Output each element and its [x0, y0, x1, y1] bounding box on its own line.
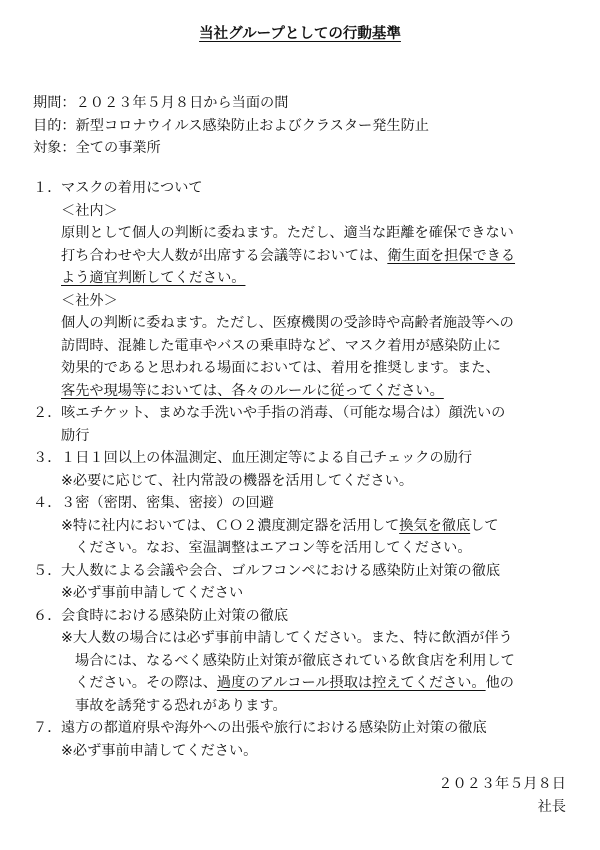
inside-line-1: 原則として個人の判断に委ねます。ただし、適当な距離を確保できない: [61, 225, 514, 241]
rule-item-6-note-line-3: [61, 672, 573, 695]
rule-item-3-title: １日１回以上の体温測定、血圧測定等による自己チェックの励行: [61, 450, 473, 466]
rule-item-6-note-line-3-a: ください。その際は、: [75, 675, 217, 691]
issue-date: ２０２３年５月８日: [438, 776, 566, 792]
rule-item-4: [33, 492, 573, 560]
inside-line-3-underlined: よう適宜判断してください。: [61, 270, 246, 286]
inside-paragraph: [33, 222, 573, 290]
rule-item-6-title: 会食時における感染防止対策の徹底: [61, 607, 289, 624]
rule-item-4-note-underlined: 換気を徹底: [399, 517, 471, 534]
rule-item-6-note-line-2: 場合には、なるべく感染防止対策が徹底されている飲食店を利用して: [75, 652, 515, 669]
rule-item-4-note-line-2: ください。なお、室温調整はエアコン等を活用してください。: [75, 540, 472, 556]
rule-item-3-number: ３．: [33, 450, 62, 466]
rules-list: [33, 177, 573, 762]
signer: 社長: [537, 799, 566, 815]
document-title-text: 当社グループとしての行動基準: [199, 26, 401, 42]
outside-line-4: [61, 380, 573, 403]
rule-item-1: [33, 177, 573, 402]
rule-item-5-head: [33, 560, 573, 583]
rule-item-6-note-line-3-b: 他の: [485, 675, 514, 691]
rule-item-6-head: [33, 605, 573, 628]
rule-item-5: [33, 560, 573, 605]
rule-item-4-number: ４．: [33, 495, 62, 511]
rule-item-4-note-line-1-a: ※特に社内においては、ＣＯ２濃度測定器を活用して: [61, 517, 400, 534]
rule-item-6-note-underlined: 過度のアルコール摂取は控えてください。: [216, 675, 486, 691]
rule-item-6-note-line-1: ※大人数の場合には必ず事前申請してください。また、特に飲酒が伴う: [61, 630, 513, 646]
rule-item-1-number: １．: [33, 180, 62, 196]
rule-item-7-number: ７．: [33, 720, 62, 736]
rule-item-4-note-line-1-b: して: [470, 517, 499, 534]
rule-item-7-note: ※必ず事前申請してください。: [61, 742, 258, 759]
rule-item-5-note: ※必ず事前申請してください: [61, 585, 244, 601]
rule-item-2-number: ２．: [33, 405, 62, 421]
outside-line-1: 個人の判断に委ねます。ただし、医療機関の受診時や高齢者施設等への: [61, 315, 514, 331]
rule-item-5-title: 大人数による会議や会合、ゴルフコンペにおける感染防止対策の徹底: [61, 562, 501, 579]
document-title: [0, 24, 600, 44]
rule-item-4-note: [33, 515, 573, 560]
inside-label: ＜社内＞: [61, 202, 118, 219]
rule-item-4-title: ３密（密閉、密集、密接）の回避: [61, 495, 274, 511]
rule-item-1-body: [33, 200, 573, 403]
rule-item-6-note: [33, 627, 573, 717]
rule-item-1-head: [33, 177, 573, 200]
outside-line-4-underlined: 客先や現場等においては、各々のルールに従ってください。: [61, 382, 444, 399]
rule-item-2-head: [33, 402, 573, 425]
rule-item-6-note-line-4: 事故を誘発する恐れがあります。: [75, 697, 287, 714]
outside-line-2: 訪問時、混雑した電車やバスの乗車時など、マスク着用が感染防止に: [61, 337, 501, 354]
rule-item-4-note-line-1: [61, 515, 573, 538]
rule-item-4-head: [33, 492, 573, 515]
meta-target: 対象：全ての事業所: [33, 140, 161, 156]
meta-purpose: 目的：新型コロナウイルス感染防止およびクラスター発生防止: [33, 117, 429, 134]
meta-block: [33, 92, 573, 160]
rule-item-2-title-line-2: 励行: [61, 427, 90, 444]
rule-item-2-title-line-1: 咳エチケット、まめな手洗いや手指の消毒、（可能な場合は）顔洗いの: [61, 405, 506, 421]
inside-line-2-underlined: 衛生面を担保できる: [387, 247, 516, 264]
rule-item-2: [33, 402, 573, 447]
rule-item-7-title: 遠方の都道府県や海外への出張や旅行における感染防止対策の徹底: [61, 720, 487, 736]
rule-item-3: [33, 447, 573, 492]
outside-label: ＜社外＞: [61, 292, 118, 309]
rule-item-7: [33, 717, 573, 762]
rule-item-7-head: [33, 717, 573, 740]
rule-item-5-number: ５．: [33, 562, 62, 579]
rule-item-1-title: マスクの着用について: [61, 180, 203, 196]
outside-paragraph: [61, 312, 573, 402]
rule-item-3-head: [33, 447, 573, 470]
meta-period: 期間：２０２３年５月８日から当面の間: [33, 95, 289, 111]
inside-line-2-text: 打ち合わせや大人数が出席する会議等においては、: [61, 247, 388, 264]
inside-line-2: [61, 245, 573, 268]
rule-item-6-number: ６．: [33, 607, 62, 624]
inside-line-3: [61, 267, 573, 290]
rule-item-6: [33, 605, 573, 718]
outside-line-3: 効果的であると思われる場面においては、着用を推奨します。また、: [61, 360, 500, 376]
rule-item-3-note: ※必要に応じて、社内常設の機器を活用してください。: [61, 472, 414, 489]
